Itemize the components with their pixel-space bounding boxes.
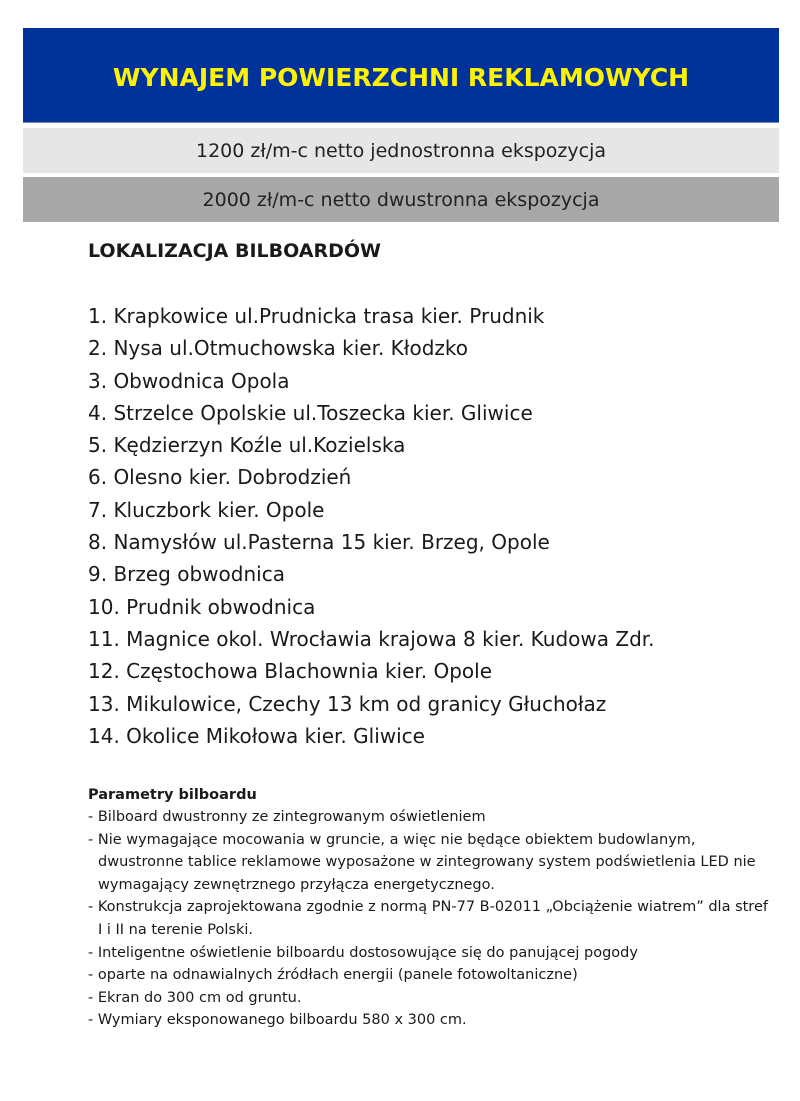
location-item: 3. Obwodnica Opola	[88, 368, 290, 393]
page-title: WYNAJEM POWIERZCHNI REKLAMOWYCH	[112, 62, 690, 92]
parameters-title: Parametry bilboardu	[88, 787, 257, 803]
parameter-item: - Bilboard dwustronny ze zintegrowanym oświetleniem	[88, 809, 486, 825]
parameter-item: - Inteligentne oświetlenie bilboardu dostosowujące się do panującej pogody	[88, 944, 638, 961]
billboard-parameters	[88, 784, 768, 1032]
parameters-list	[88, 806, 768, 1032]
location-item: 8. Namysłów ul.Pasterna 15 kier. Brzeg, Opole	[88, 530, 550, 555]
header-banner	[23, 28, 779, 123]
price-double-sided: 2000 zł/m-c netto dwustronna ekspozycja	[23, 177, 779, 222]
location-item: 5. Kędzierzyn Koźle ul.Kozielska	[88, 433, 406, 458]
parameter-item: - Wymiary eksponowanego bilboardu 580 x 300 cm.	[88, 1012, 467, 1029]
locations-list	[88, 300, 655, 752]
parameter-item: - Ekran do 300 cm od gruntu.	[88, 989, 302, 1006]
location-item: 2. Nysa ul.Otmuchowska kier. Kłodzko	[88, 336, 469, 361]
location-item: 14. Okolice Mikołowa kier. Gliwice	[88, 723, 425, 748]
location-item: 4. Strzelce Opolskie ul.Toszecka kier. Gliwice	[88, 400, 533, 425]
location-item: 12. Częstochowa Blachownia kier. Opole	[88, 659, 493, 684]
location-item: 1. Krapkowice ul.Prudnicka trasa kier. Prudnik	[88, 304, 545, 328]
location-item: 11. Magnice okol. Wrocławia krajowa 8 kier. Kudowa Zdr.	[88, 626, 655, 651]
location-item: 6. Olesno kier. Dobrodzień	[88, 465, 352, 490]
price-single-sided: 1200 zł/m-c netto jednostronna ekspozycja	[23, 128, 779, 173]
location-item: 13. Mikulowice, Czechy 13 km od granicy Głuchołaz	[88, 691, 607, 716]
parameter-item: - Konstrukcja zaprojektowana zgodnie z normą PN-77 B-02011 „Obciążenie wiatrem” dla stref I i II na terenie Polski.	[88, 899, 768, 938]
locations-heading: LOKALIZACJA BILBOARDÓW	[88, 240, 381, 262]
parameter-item: - Nie wymagające mocowania w gruncie, a więc nie będące obiektem budowlanym, dwustronne tablice reklamowe wyposażone w zintegrowany system podświetlenia LED nie wymagający zewnętrznego przyłącza energetycznego.	[88, 831, 756, 893]
location-item: 10. Prudnik obwodnica	[88, 594, 316, 619]
location-item: 7. Kluczbork kier. Opole	[88, 497, 325, 522]
parameter-item: - oparte na odnawialnych źródłach energii (panele fotowoltaniczne)	[88, 967, 578, 984]
location-item: 9. Brzeg obwodnica	[88, 562, 285, 587]
